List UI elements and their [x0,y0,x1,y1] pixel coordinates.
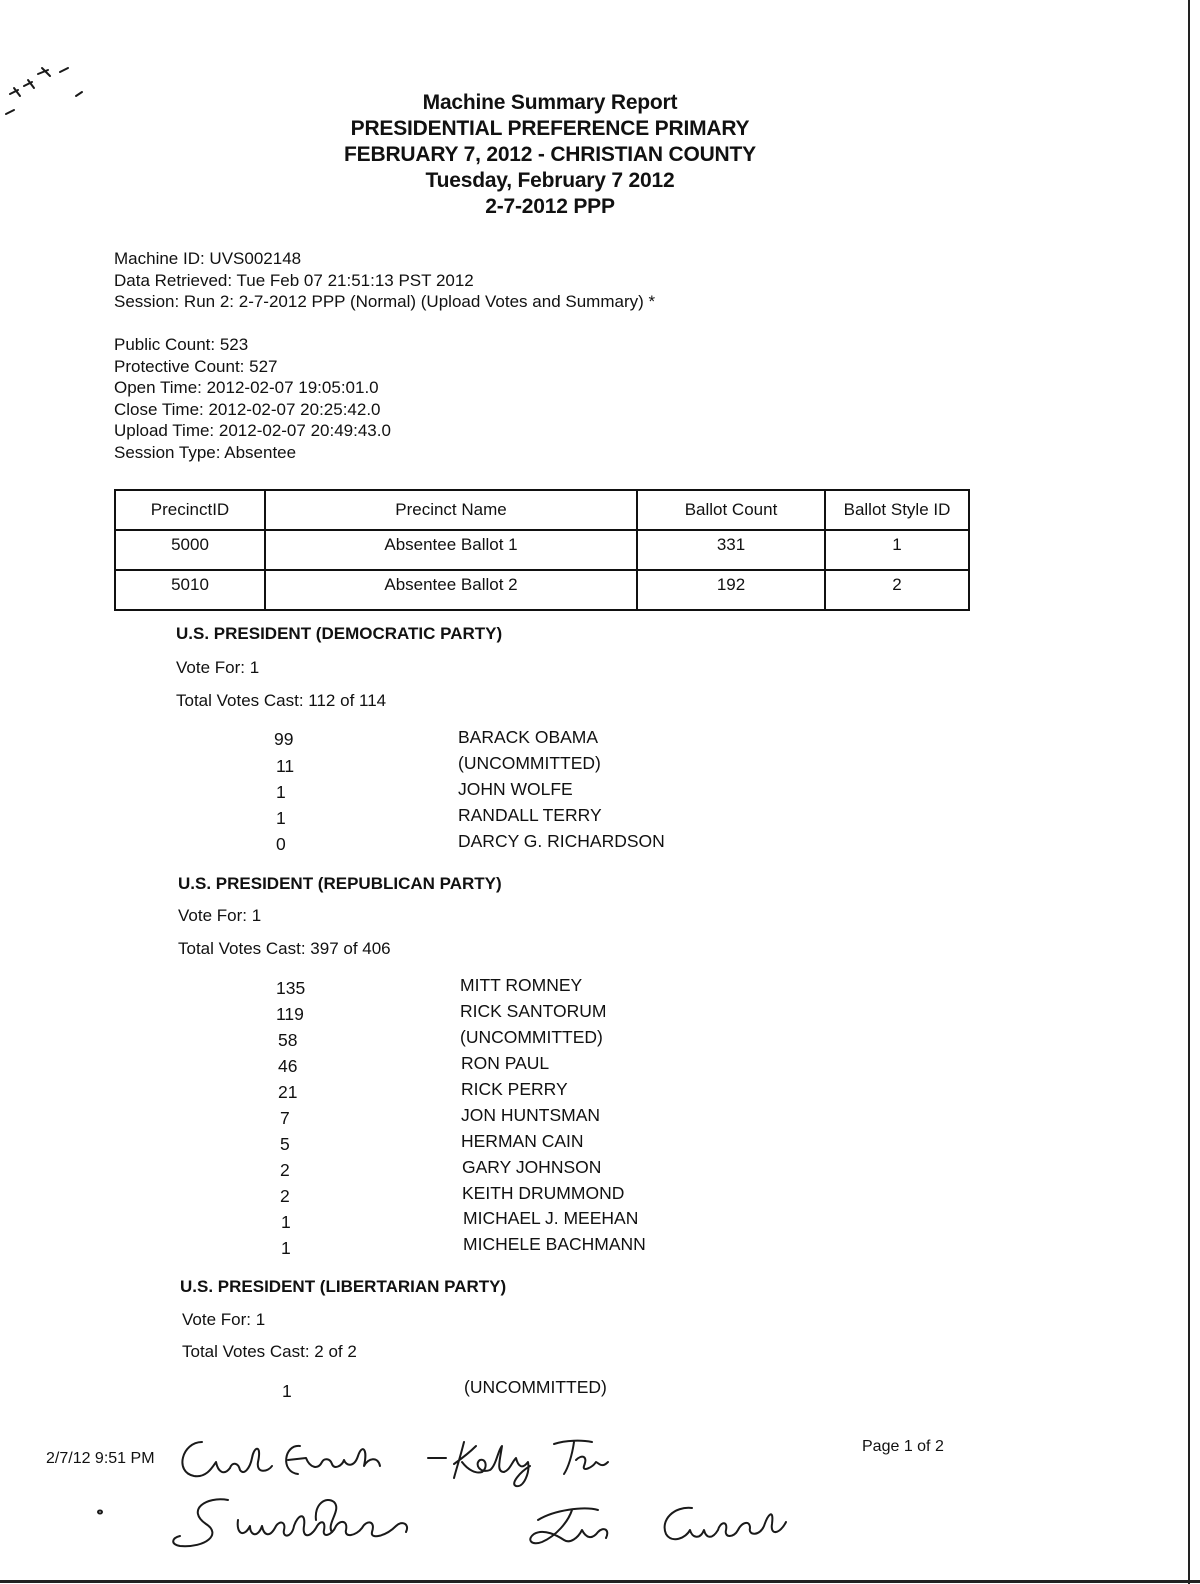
machine-info [114,248,655,313]
table-row [115,530,969,570]
upload-time: Upload Time: 2012-02-07 20:49:43.0 [114,421,391,440]
candidate-votes: 21 [278,1082,298,1102]
table-header-row [115,490,969,530]
candidate-name: GARY JOHNSON [462,1157,602,1177]
candidate-votes: 11 [276,756,295,776]
title-line-4: Tuesday, February 7 2012 [425,169,675,192]
race-title: U.S. PRESIDENT (DEMOCRATIC PARTY) [176,624,503,643]
table-cell: Absentee Ballot 2 [265,570,637,610]
page-number: Page 1 of 2 [862,1438,944,1455]
candidate-name: JOHN WOLFE [458,779,573,799]
candidate-name: DARCY G. RICHARDSON [458,831,665,851]
candidate-name: HERMAN CAIN [461,1131,584,1151]
table-row [115,570,969,610]
candidate-votes: 119 [276,1004,304,1024]
candidate-name: JON HUNTSMAN [461,1105,601,1125]
open-time: Open Time: 2012-02-07 19:05:01.0 [114,378,379,397]
candidate-votes: 1 [281,1238,291,1258]
candidate-votes: 7 [280,1108,290,1128]
candidate-votes: 0 [276,834,286,854]
candidate-votes: 1 [281,1212,291,1232]
data-retrieved: Data Retrieved: Tue Feb 07 21:51:13 PST 2012 [114,270,474,290]
candidate-name: RICK PERRY [461,1079,568,1099]
candidate-name: (UNCOMMITTED) [458,753,601,773]
total-votes: Total Votes Cast: 2 of 2 [182,1342,357,1361]
scan-edge-bottom [0,1580,1200,1583]
candidate-name: (UNCOMMITTED) [464,1377,607,1397]
report-title [300,90,800,220]
column-header: Ballot Count [637,490,825,530]
candidate-votes: 1 [282,1381,292,1401]
signature-4 [524,1490,794,1560]
print-timestamp: 2/7/12 9:51 PM [46,1450,155,1467]
candidate-votes: 58 [278,1030,298,1050]
table-cell: Absentee Ballot 1 [265,530,637,570]
precinct-table [114,489,970,611]
vote-for: Vote For: 1 [182,1310,266,1329]
candidate-votes: 135 [276,978,306,998]
candidate-votes: 46 [278,1056,298,1076]
session-info: Session: Run 2: 2-7-2012 PPP (Normal) (Upload Votes and Summary) * [114,292,656,311]
candidate-votes: 2 [280,1186,290,1206]
candidate-votes: 1 [276,808,286,828]
total-votes: Total Votes Cast: 112 of 114 [176,691,387,710]
table-cell: 5000 [115,530,265,570]
column-header: PrecinctID [115,490,265,530]
signature-3 [166,1490,436,1560]
session-type: Session Type: Absentee [114,442,297,462]
total-votes: Total Votes Cast: 397 of 406 [178,939,391,958]
title-line-5: 2-7-2012 PPP [485,195,615,218]
candidate-votes: 1 [276,782,286,802]
table-cell: 5010 [115,570,265,610]
protective-count: Protective Count: 527 [114,356,278,376]
race-title: U.S. PRESIDENT (LIBERTARIAN PARTY) [180,1277,507,1296]
candidate-votes: 99 [274,729,294,749]
candidate-votes: 2 [280,1160,290,1180]
table-cell: 331 [637,530,825,570]
column-header: Ballot Style ID [825,490,969,530]
scan-edge-right [1188,0,1190,1584]
title-line-1: Machine Summary Report [422,91,678,114]
column-header: Precinct Name [265,490,637,530]
candidate-name: RICK SANTORUM [460,1001,607,1021]
candidate-name: (UNCOMMITTED) [460,1027,603,1047]
candidate-name: KEITH DRUMMOND [462,1183,625,1203]
table-cell: 192 [637,570,825,610]
candidate-name: MITT ROMNEY [460,975,583,995]
ink-dot [92,1504,108,1520]
public-count: Public Count: 523 [114,335,249,354]
signature-2 [424,1428,634,1498]
machine-id: Machine ID: UVS002148 [114,249,302,268]
vote-for: Vote For: 1 [176,658,260,677]
candidate-name: MICHAEL J. MEEHAN [463,1208,639,1228]
candidate-votes: 5 [280,1134,290,1154]
count-info [114,334,391,463]
candidate-name: BARACK OBAMA [458,727,599,747]
title-line-3: FEBRUARY 7, 2012 - CHRISTIAN COUNTY [344,143,756,166]
stray-ink-marks [4,60,84,120]
race-title: U.S. PRESIDENT (REPUBLICAN PARTY) [178,874,502,893]
table-cell: 1 [825,530,969,570]
close-time: Close Time: 2012-02-07 20:25:42.0 [114,399,381,419]
signature-1 [172,1432,412,1492]
title-line-2: PRESIDENTIAL PREFERENCE PRIMARY [350,117,750,140]
table-cell: 2 [825,570,969,610]
candidate-name: MICHELE BACHMANN [463,1234,646,1254]
candidate-name: RANDALL TERRY [458,805,602,825]
vote-for: Vote For: 1 [178,906,262,925]
candidate-name: RON PAUL [461,1053,550,1073]
